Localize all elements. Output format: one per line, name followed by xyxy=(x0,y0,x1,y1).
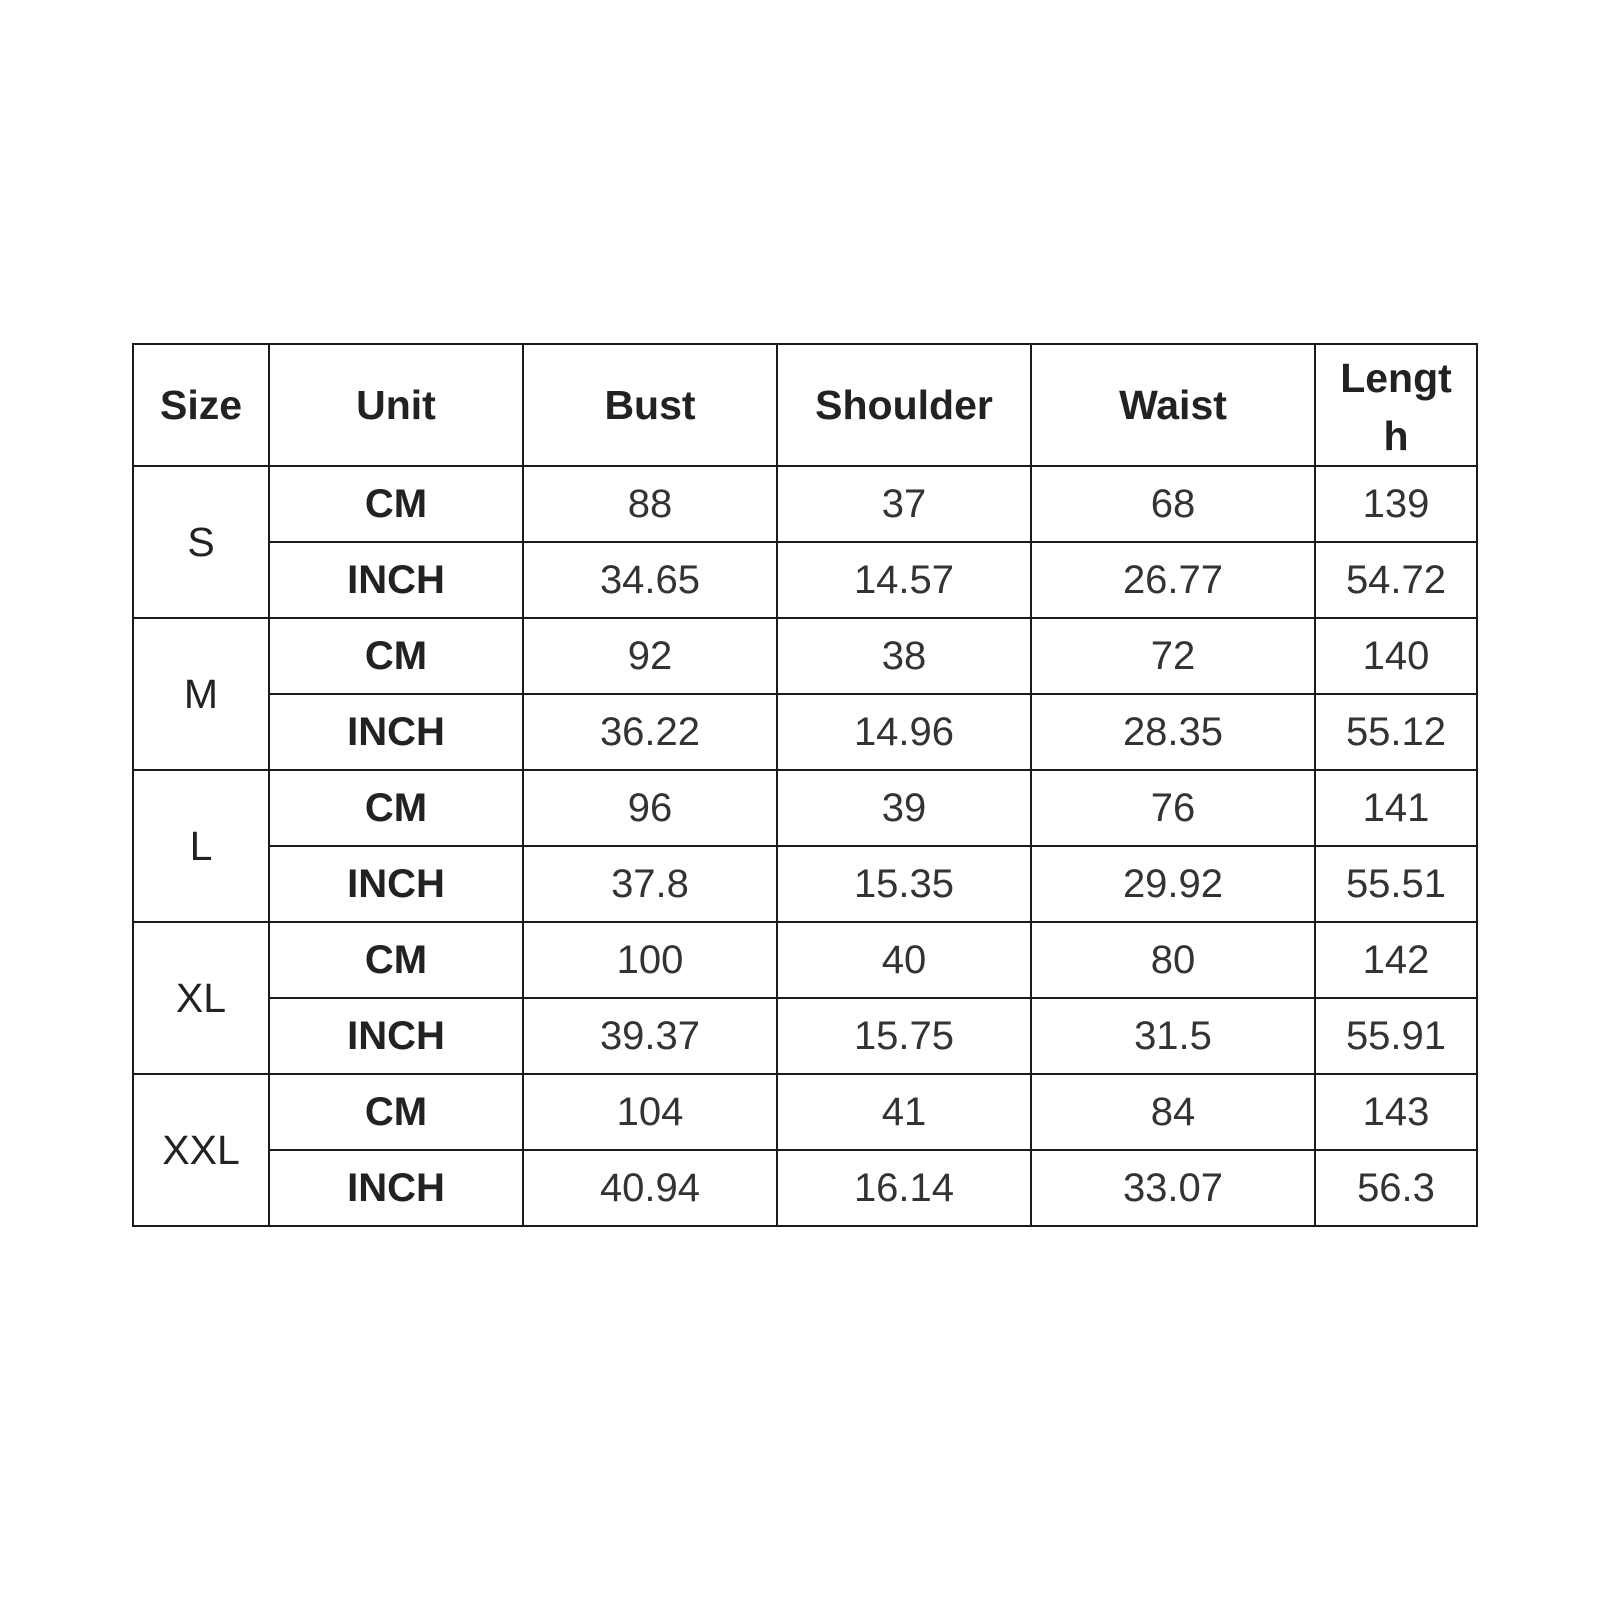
bust-cell: 100 xyxy=(523,922,777,998)
unit-cell: CM xyxy=(269,770,523,846)
shoulder-cell: 15.75 xyxy=(777,998,1031,1074)
header-waist: Waist xyxy=(1031,344,1315,466)
shoulder-cell: 16.14 xyxy=(777,1150,1031,1226)
length-cell: 139 xyxy=(1315,466,1477,542)
shoulder-cell: 14.96 xyxy=(777,694,1031,770)
table-row xyxy=(133,1074,1477,1150)
header-length-label: Length xyxy=(1340,355,1452,459)
bust-cell: 88 xyxy=(523,466,777,542)
waist-cell: 68 xyxy=(1031,466,1315,542)
table-row xyxy=(133,1150,1477,1226)
bust-cell: 37.8 xyxy=(523,846,777,922)
unit-cell: INCH xyxy=(269,846,523,922)
size-cell: S xyxy=(133,466,269,618)
waist-cell: 76 xyxy=(1031,770,1315,846)
shoulder-cell: 15.35 xyxy=(777,846,1031,922)
bust-cell: 92 xyxy=(523,618,777,694)
length-cell: 54.72 xyxy=(1315,542,1477,618)
length-cell: 142 xyxy=(1315,922,1477,998)
table-row xyxy=(133,846,1477,922)
table-row xyxy=(133,618,1477,694)
bust-cell: 104 xyxy=(523,1074,777,1150)
unit-cell: INCH xyxy=(269,694,523,770)
bust-cell: 40.94 xyxy=(523,1150,777,1226)
length-cell: 56.3 xyxy=(1315,1150,1477,1226)
length-cell: 55.51 xyxy=(1315,846,1477,922)
unit-cell: CM xyxy=(269,466,523,542)
length-cell: 143 xyxy=(1315,1074,1477,1150)
waist-cell: 72 xyxy=(1031,618,1315,694)
unit-cell: CM xyxy=(269,618,523,694)
waist-cell: 31.5 xyxy=(1031,998,1315,1074)
table-row xyxy=(133,694,1477,770)
bust-cell: 96 xyxy=(523,770,777,846)
shoulder-cell: 40 xyxy=(777,922,1031,998)
shoulder-cell: 38 xyxy=(777,618,1031,694)
header-shoulder: Shoulder xyxy=(777,344,1031,466)
length-cell: 141 xyxy=(1315,770,1477,846)
unit-cell: INCH xyxy=(269,998,523,1074)
waist-cell: 33.07 xyxy=(1031,1150,1315,1226)
shoulder-cell: 14.57 xyxy=(777,542,1031,618)
size-cell: M xyxy=(133,618,269,770)
header-length xyxy=(1315,344,1477,466)
table-row xyxy=(133,922,1477,998)
unit-cell: CM xyxy=(269,1074,523,1150)
size-cell: XL xyxy=(133,922,269,1074)
size-cell: XXL xyxy=(133,1074,269,1226)
shoulder-cell: 39 xyxy=(777,770,1031,846)
waist-cell: 26.77 xyxy=(1031,542,1315,618)
table-row xyxy=(133,542,1477,618)
table-row xyxy=(133,770,1477,846)
header-bust: Bust xyxy=(523,344,777,466)
table-row xyxy=(133,998,1477,1074)
header-row xyxy=(133,344,1477,466)
length-cell: 55.12 xyxy=(1315,694,1477,770)
unit-cell: INCH xyxy=(269,542,523,618)
waist-cell: 80 xyxy=(1031,922,1315,998)
unit-cell: INCH xyxy=(269,1150,523,1226)
waist-cell: 84 xyxy=(1031,1074,1315,1150)
unit-cell: CM xyxy=(269,922,523,998)
table-row xyxy=(133,466,1477,542)
shoulder-cell: 41 xyxy=(777,1074,1031,1150)
waist-cell: 29.92 xyxy=(1031,846,1315,922)
header-unit: Unit xyxy=(269,344,523,466)
bust-cell: 39.37 xyxy=(523,998,777,1074)
header-size: Size xyxy=(133,344,269,466)
waist-cell: 28.35 xyxy=(1031,694,1315,770)
shoulder-cell: 37 xyxy=(777,466,1031,542)
bust-cell: 34.65 xyxy=(523,542,777,618)
length-cell: 140 xyxy=(1315,618,1477,694)
size-cell: L xyxy=(133,770,269,922)
length-cell: 55.91 xyxy=(1315,998,1477,1074)
size-chart-table xyxy=(132,343,1478,1227)
bust-cell: 36.22 xyxy=(523,694,777,770)
